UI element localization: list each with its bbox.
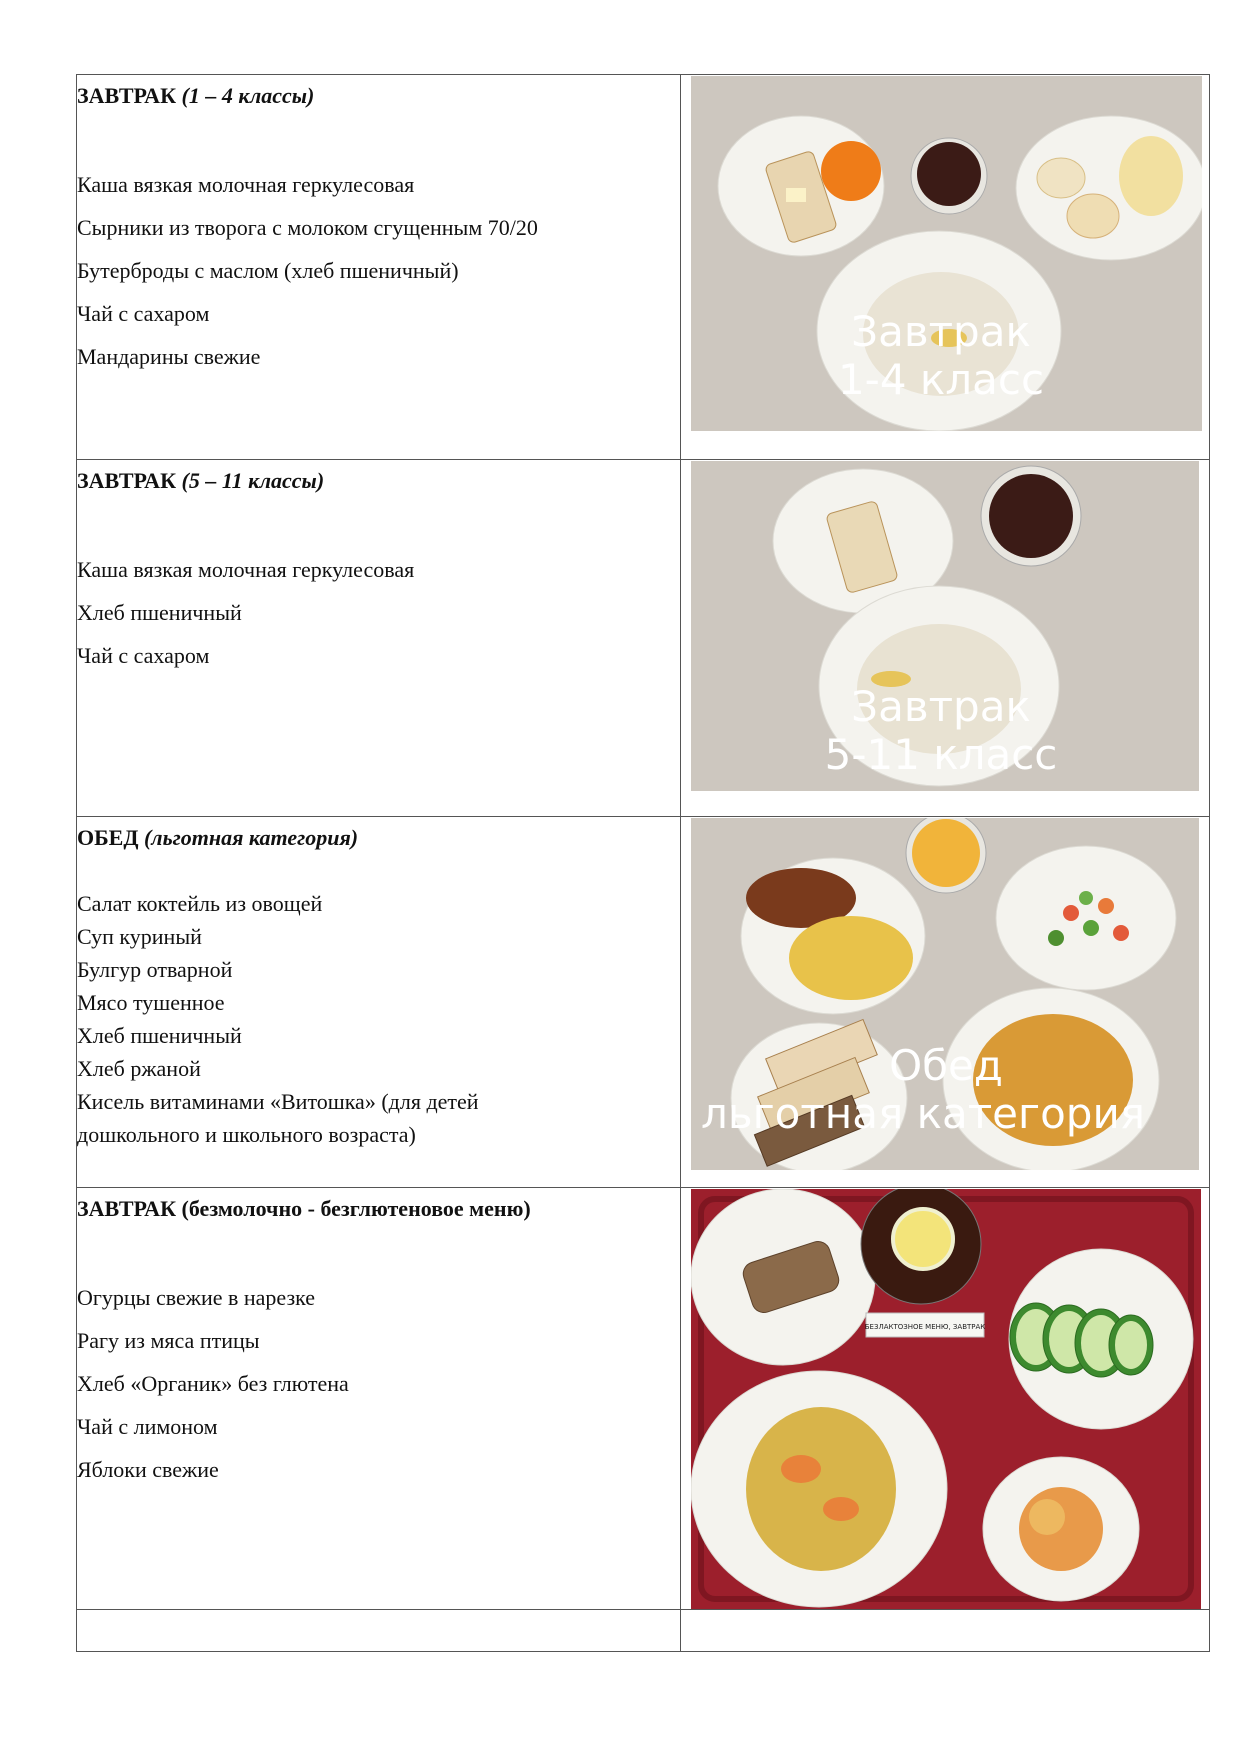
dish-list [77,163,680,378]
dish-item: Салат коктейль из овощей [77,891,323,916]
dish-item: Мясо тушенное [77,990,225,1015]
dish-item: Хлеб «Органик» без глютена [77,1371,349,1396]
menu-text-cell [77,1188,681,1610]
menu-table [76,74,1210,1652]
dish-item: Чай с лимоном [77,1414,218,1439]
menu-photo-cell [681,75,1210,460]
section-heading: ЗАВТРАК (5 – 11 классы) [77,468,325,493]
dish-item: Рагу из мяса птицы [77,1328,260,1353]
dish-item: Мандарины свежие [77,344,261,369]
menu-row-breakfast-5-11 [77,460,1210,817]
dish-item: дошкольного и школьного возраста) [77,1122,416,1147]
menu-text-cell [77,460,681,817]
menu-text-cell [77,817,681,1188]
dish-item: Сырники из творога с молоком сгущенным 70/20 [77,215,538,240]
dish-item: Чай с сахаром [77,301,210,326]
dish-item: Суп куриный [77,924,202,949]
menu-photo-cell [681,460,1210,817]
section-heading: ОБЕД (льготная категория) [77,825,359,850]
empty-cell [681,1610,1210,1652]
menu-row-gluten-free [77,1188,1210,1610]
section-heading: ЗАВТРАК (безмолочно - безглютеновое меню) [77,1196,531,1221]
dish-list [77,1276,680,1491]
dish-list [77,548,680,677]
photo-caption-line-2: льготная категория [700,1089,1146,1138]
menu-row-empty [77,1610,1210,1652]
dish-item: Хлеб пшеничный [77,1023,242,1048]
dish-item: Хлеб ржаной [77,1056,201,1081]
menu-row-breakfast-1-4 [77,75,1210,460]
photo-caption-line-2: 5-11 класс [824,730,1058,779]
menu-label-card: БЕЗЛАКТОЗНОЕ МЕНЮ, ЗАВТРАК [864,1323,986,1331]
breakfast-1-4-photo [691,76,1202,431]
photo-caption-line-1: Завтрак [851,682,1031,731]
menu-photo-cell [681,817,1210,1188]
menu-row-lunch [77,817,1210,1188]
dish-item: Яблоки свежие [77,1457,219,1482]
dish-item: Чай с сахаром [77,643,210,668]
menu-photo-cell [681,1188,1210,1610]
photo-caption-line-1: Завтрак [851,307,1031,356]
empty-cell [77,1610,681,1652]
dish-item: Кисель витаминами «Витошка» (для детей [77,1089,479,1114]
photo-caption-line-1: Обед [889,1041,1003,1090]
dish-item: Каша вязкая молочная геркулесовая [77,557,415,582]
dish-item: Каша вязкая молочная геркулесовая [77,172,415,197]
gluten-free-breakfast-photo [691,1189,1201,1609]
dish-list [77,887,680,1151]
dish-item: Огурцы свежие в нарезке [77,1285,316,1310]
lunch-photo [691,818,1199,1170]
dish-item: Бутерброды с маслом (хлеб пшеничный) [77,258,459,283]
section-heading: ЗАВТРАК (1 – 4 классы) [77,83,315,108]
dish-item: Хлеб пшеничный [77,600,242,625]
dish-item: Булгур отварной [77,957,233,982]
breakfast-5-11-photo [691,461,1199,791]
photo-caption-line-2: 1-4 класс [837,355,1045,404]
menu-text-cell [77,75,681,460]
